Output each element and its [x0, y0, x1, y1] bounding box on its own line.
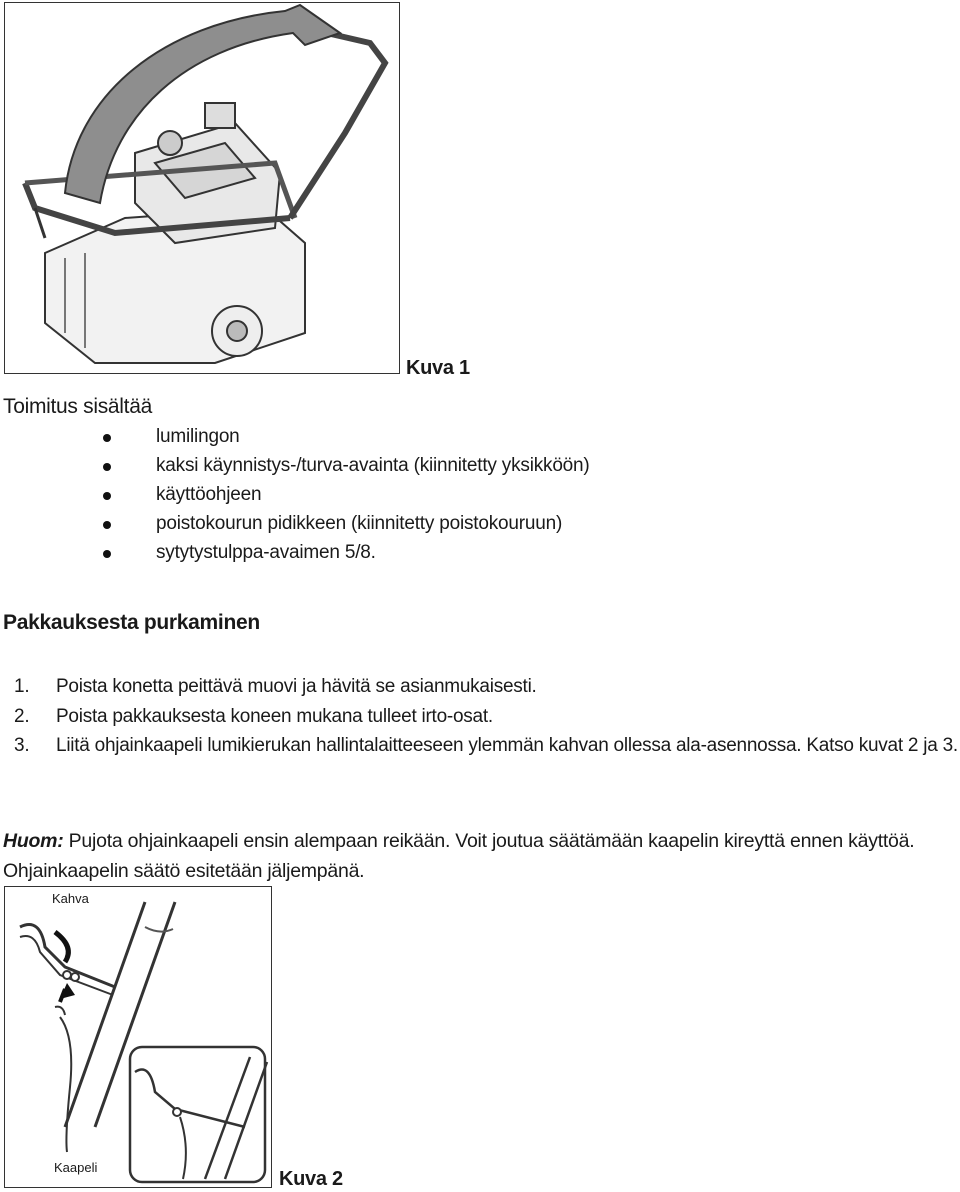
bullet-icon	[103, 521, 111, 529]
note-paragraph	[3, 826, 960, 886]
step-number: 1.	[14, 676, 30, 697]
figure-1-caption: Kuva 1	[406, 357, 470, 379]
bullet-icon	[103, 492, 111, 500]
note-text: Pujota ohjainkaapeli ensin alempaan reikään. Voit joutua säätämään kaapelin kireyttä ennen käyttöä. Ohjainkaapelin säätö esitetään jäljempänä.	[3, 830, 915, 882]
cable-label: Kaapeli	[54, 1160, 98, 1175]
step-item	[0, 702, 960, 732]
step-item	[0, 731, 960, 761]
cable-attachment-drawing	[5, 887, 271, 1187]
handle-label: Kahva	[52, 891, 89, 906]
unpacking-steps	[0, 672, 960, 761]
step-text: Poista pakkauksesta koneen mukana tulleet irto-osat.	[56, 705, 493, 727]
delivery-contents-heading: Toimitus sisältää	[3, 395, 152, 418]
arrow-icon	[60, 989, 65, 1002]
step-text: Liitä ohjainkaapeli lumikierukan hallintalaitteeseen ylemmän kahvan ollessa ala-asennossa. Katso kuvat 2 ja 3.	[56, 735, 958, 756]
step-number: 3.	[14, 735, 30, 756]
figure-2-illustration	[4, 886, 272, 1188]
figure-1-illustration	[4, 2, 400, 374]
bullet-icon	[103, 550, 111, 558]
note-label: Huom:	[3, 830, 64, 852]
step-number: 2.	[14, 705, 30, 727]
step-item	[0, 672, 960, 702]
bullet-icon	[103, 463, 111, 471]
bullet-icon	[103, 434, 111, 442]
figure-2-caption: Kuva 2	[279, 1168, 343, 1190]
step-text: Poista konetta peittävä muovi ja hävitä se asianmukaisesti.	[56, 676, 537, 697]
snowblower-drawing	[5, 3, 399, 373]
unpacking-heading: Pakkauksesta purkaminen	[3, 611, 260, 634]
